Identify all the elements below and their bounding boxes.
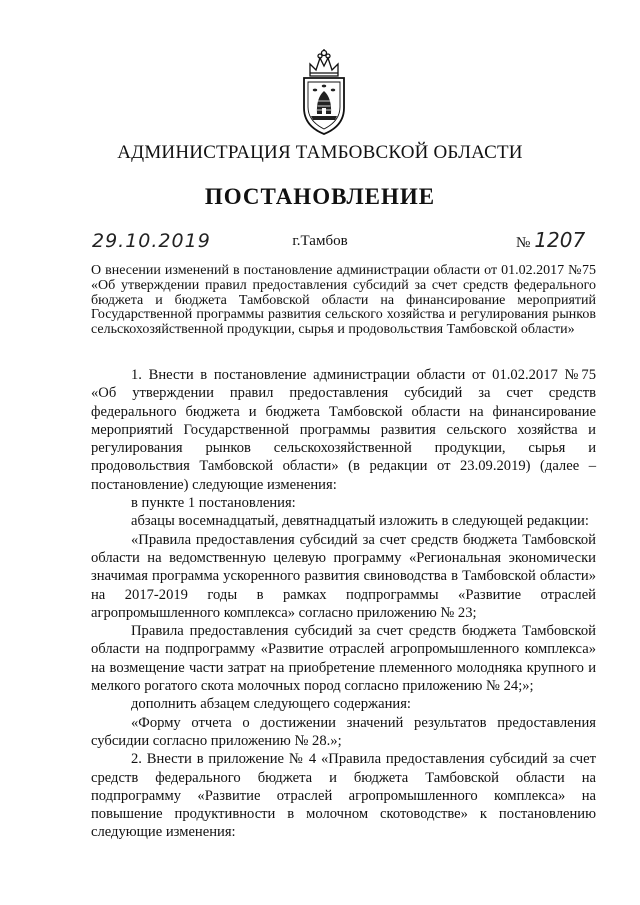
document-date: 29.10.2019 (92, 230, 211, 252)
document-subject: О внесении изменений в постановление администрации области от 01.02.2017 №75 «Об утверждении правил предоставления субсидий за счет средств федерального бюджета и бюджета Тамбовской области на финансирование мероприятий Государственной программы развития сельского хозяйства и регулирования рынков сельскохозяйственной продукции, сырья и продовольствия Тамбовской области» (91, 263, 596, 338)
paragraph: 1. Внести в постановление администрации области от 01.02.2017 №75 «Об утверждении правил предоставления субсидий за счет средств федерального бюджета и бюджета Тамбовской области на финансирование мероприятий Государственной программы развития сельского хозяйства и регулирования рынков сельскохозяйственной продукции, сырья и продовольствия Тамбовской области» (в редакции от 23.09.2019) (далее – постановление) следующие изменения: (91, 367, 596, 493)
paragraph: «Форму отчета о достижении значений результатов предоставления субсидии согласно приложению № 28.»; (91, 714, 596, 749)
number-prefix: № (516, 235, 531, 251)
number-value: 1207 (534, 228, 586, 252)
paragraph: абзацы восемнадцатый, девятнадцатый изложить в следующей редакции: (131, 513, 589, 530)
document-number (516, 228, 585, 252)
paragraph: «Правила предоставления субсидий за счет средств бюджета Тамбовской области на ведомственную целевую программу «Региональная экономически значимая программа ускоренного развития свиноводства в Тамбовской области» на 2017-2019 годы в рамках подпрограммы «Развитие отраслей агропромышленного комплекса» согласно приложению № 23; (91, 531, 596, 621)
paragraph: Правила предоставления субсидий за счет средств бюджета Тамбовской области на подпрограмму «Развитие отраслей агропромышленного комплекса» на возмещение части затрат на приобретение племенного молодняка крупного и мелкого рогатого скота молочных пород согласно приложению № 24;»; (91, 623, 596, 695)
coat-of-arms-icon (298, 46, 350, 138)
paragraph: дополнить абзацем следующего содержания: (131, 696, 411, 713)
document-city: г.Тамбов (292, 233, 348, 249)
paragraph: 2. Внести в приложение № 4 «Правила предоставления субсидий за счет средств федерального бюджета и бюджета Тамбовской области на подпрограмму «Развитие отраслей агропромышленного комплекса» на повышение продуктивности в молочном скотоводстве» к постановлению следующие изменения: (91, 751, 596, 841)
document-body (91, 366, 596, 842)
paragraph: в пункте 1 постановления: (131, 495, 296, 512)
organization-name: АДМИНИСТРАЦИЯ ТАМБОВСКОЙ ОБЛАСТИ (117, 142, 523, 163)
document-type: ПОСТАНОВЛЕНИЕ (204, 184, 436, 209)
